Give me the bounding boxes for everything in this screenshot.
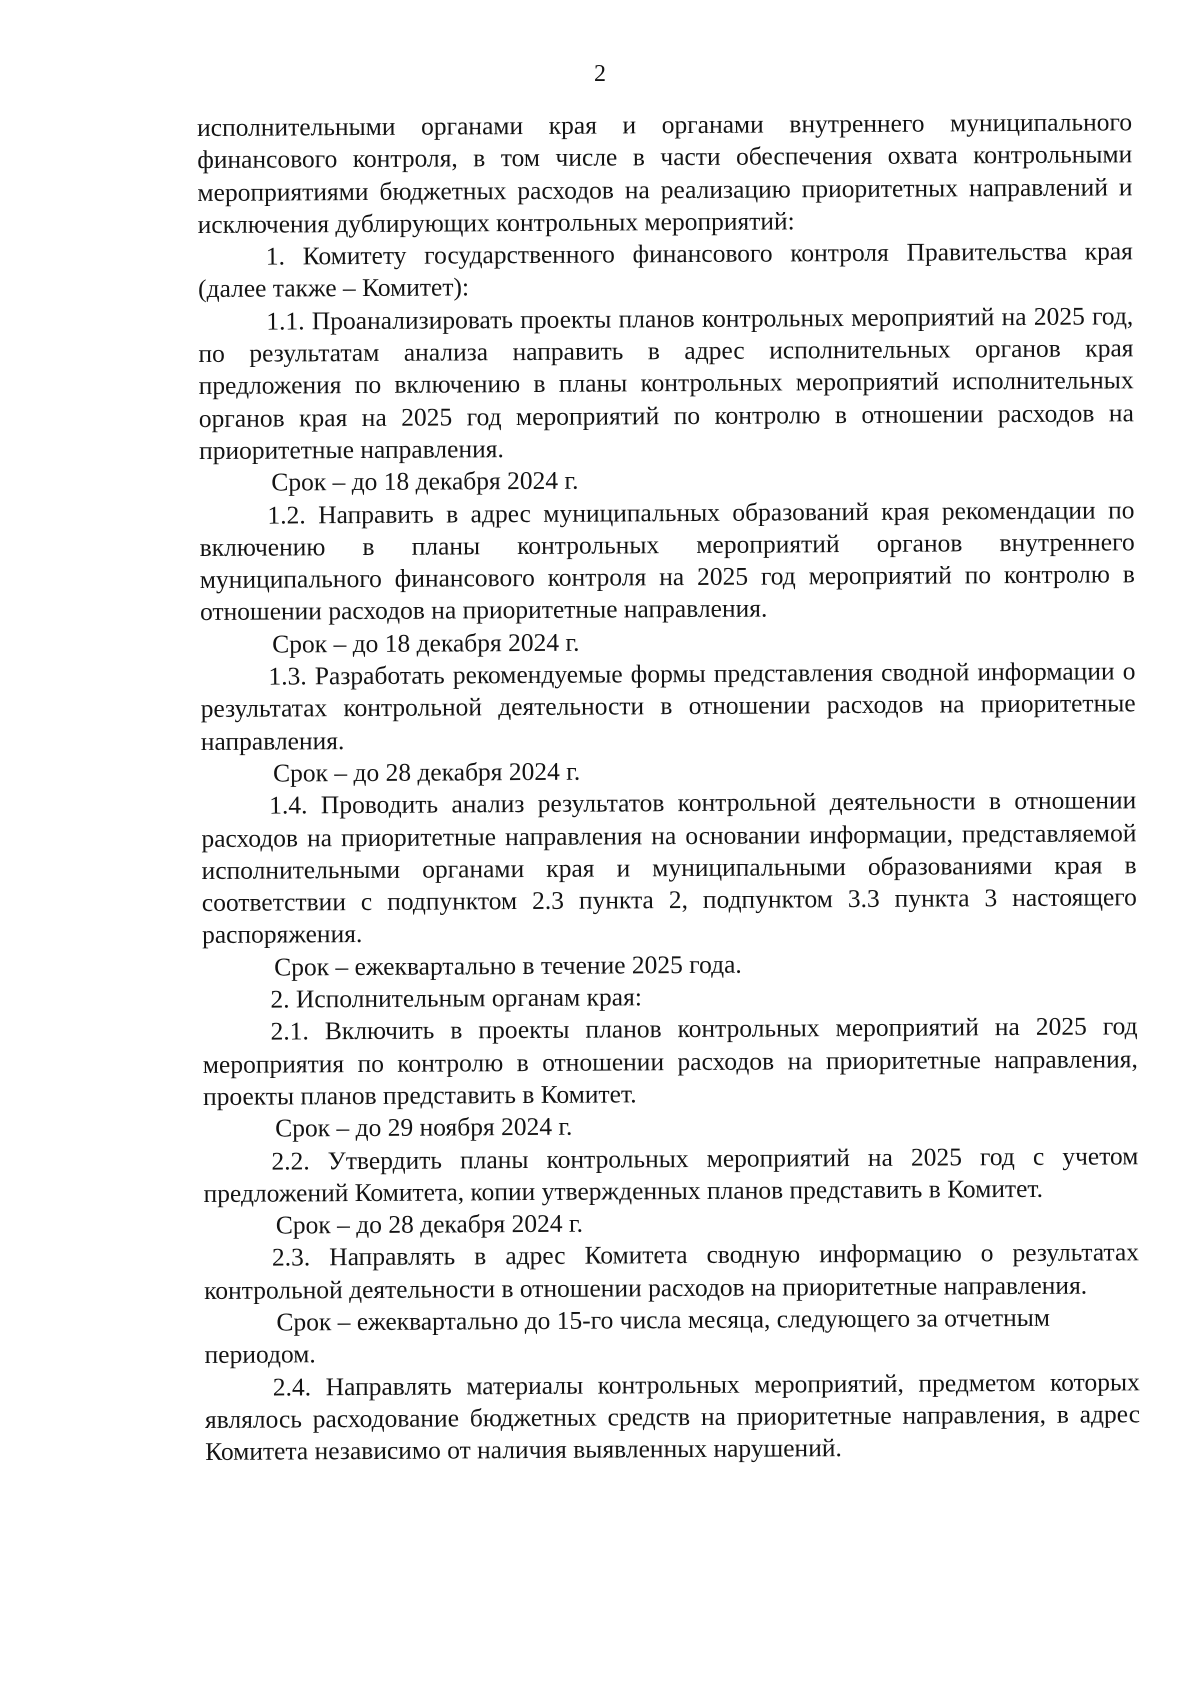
- paragraph-item-2-2: 2.2. Утвердить планы контрольных мероприятий на 2025 год с учетом предложений Комитета, копии утвержденных планов представить в Комитет.: [203, 1140, 1139, 1208]
- deadline-item-2-2: Срок – до 28 декабря 2024 г.: [275, 1208, 584, 1240]
- paragraph-item-1-3: 1.3. Разработать рекомендуемые формы представления сводной информации о результатах контрольной деятельности в отношении расходов на приоритетные направления.: [200, 656, 1136, 756]
- paragraph-item-1-1: 1.1. Проанализировать проекты планов контрольных мероприятий на 2025 год, по результатам анализа направить в адрес исполнительных органов края предложения по включению в планы контрольных мероприятий исполнительных органов края на 2025 год мероприятий по контролю в отношении расходов на приоритетные направления.: [198, 301, 1134, 465]
- paragraph-item-1: 1. Комитету государственного финансового контроля Правительства края (далее также – Комитет):: [197, 236, 1133, 304]
- paragraph-item-2-3: 2.3. Направлять в адрес Комитета сводную информацию о результатах контрольной деятельности в отношении расходов на приоритетные направления.: [204, 1237, 1140, 1305]
- paragraph-item-1-4: 1.4. Проводить анализ результатов контрольной деятельности в отношении расходов на приоритетные направления на основании информации, представляемой исполнительными органами края и муниципальными образованиями края в соответствии с подпунктом 2.3 пункта 2, подпунктом 3.3 пункта 3 настоящего распоряжения.: [201, 785, 1137, 950]
- deadline-item-1-3: Срок – до 28 декабря 2024 г.: [272, 756, 581, 788]
- paragraph-item-2-1: 2.1. Включить в проекты планов контрольных мероприятий на 2025 год мероприятия по контролю в отношении расходов на приоритетные направления, проекты планов представить в Комитет.: [202, 1011, 1138, 1111]
- deadline-item-1-1: Срок – до 18 декабря 2024 г.: [271, 465, 579, 497]
- deadline-item-2-1: Срок – до 29 ноября 2024 г.: [275, 1111, 573, 1143]
- document-body: [197, 106, 1140, 1468]
- paragraph-item-1-2: 1.2. Направить в адрес муниципальных образований края рекомендации по включению в планы контрольных мероприятий органов внутреннего муниципального финансового контроля на 2025 год мероприятий по контролю в отношении расходов на приоритетные направления.: [199, 494, 1135, 627]
- paragraph-item-2: 2. Исполнительным органам края:: [270, 982, 642, 1014]
- deadline-item-1-2: Срок – до 18 декабря 2024 г.: [272, 627, 580, 659]
- deadline-item-2-3: Срок – ежеквартально до 15-го числа месяца, следующего за отчетным периодом.: [204, 1302, 1051, 1370]
- paragraph-intro-continued: исполнительными органами края и органами внутреннего муниципального финансового контроля, в том числе в части обеспечения охвата контрольными мероприятиями бюджетных расходов на реализацию приоритетных направлений и исключения дублирующих контрольных мероприятий:: [197, 107, 1133, 239]
- page-number: 2: [594, 61, 606, 87]
- deadline-item-1-4: Срок – ежеквартально в течение 2025 года.: [274, 949, 742, 982]
- paragraph-item-2-4: 2.4. Направлять материалы контрольных мероприятий, предметом которых являлось расходование бюджетных средств на приоритетные направления, в адрес Комитета независимо от наличия выявленных нарушений.: [204, 1366, 1141, 1467]
